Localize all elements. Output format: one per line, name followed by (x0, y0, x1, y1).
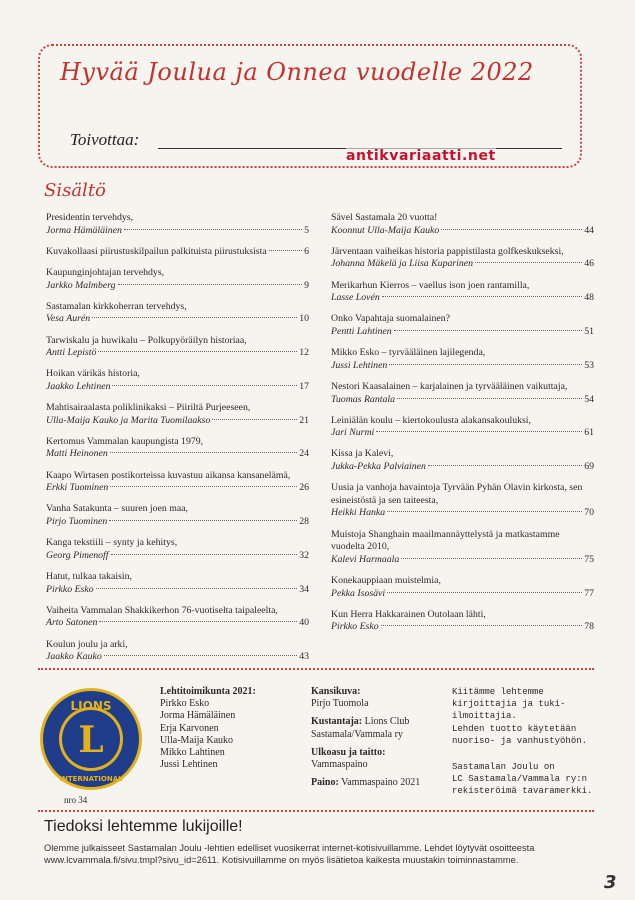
dot-leader (394, 330, 583, 331)
trademark-line: Sastamalan Joulu on (452, 762, 555, 773)
toc-entry-author: Pirjo Tuominen (46, 516, 108, 528)
toc-entry-page: 44 (584, 224, 594, 236)
watermark: antikvariaatti.net (346, 148, 496, 164)
toc-entry (46, 212, 309, 237)
toc-entry-page: 53 (584, 359, 594, 371)
editorial-board (160, 686, 292, 771)
toc-entry-title: Uusia ja vanhoja havaintoja Tyrvään Pyhän Olavin kirkosta, sen esineistöstä ja sen taiteesta, (331, 482, 583, 506)
toc-entry-page: 10 (299, 313, 309, 325)
thanks-line: kirjoittajia ja tuki-ilmoittajia. (452, 699, 566, 722)
thanks-info (452, 686, 602, 798)
logo-top-text: LIONS (70, 699, 112, 713)
lions-logo (38, 686, 144, 792)
dot-leader (112, 385, 297, 386)
dot-leader (441, 229, 582, 230)
dot-leader (111, 554, 298, 555)
toc-entry-page: 24 (299, 448, 309, 460)
toc-entry (46, 267, 309, 292)
toc-entry-title: Vaiheita Vammalan Shakkikerhon 76-vuotiselta taipaleelta, (46, 604, 278, 616)
toc-entry-author: Jorma Hämäläinen (46, 224, 122, 236)
toc-entry-author: Georg Pimenoff (46, 549, 109, 561)
toc-entry-author: Koonnut Ulla-Maija Kauko (331, 224, 440, 236)
toc-entry-page: 77 (584, 587, 594, 599)
toc-entry-page: 70 (584, 507, 594, 519)
toc-entry-author: Jaakko Kauko (46, 651, 102, 663)
trademark-line: LC Sastamala/Vammala ry:n (452, 774, 588, 785)
toc-entry-title: Konekauppiaan muistelmia, (331, 575, 441, 586)
toc-entry-title: Tarwiskalu ja huwikalu – Polkupyöräilyn historiaa, (46, 334, 247, 346)
toc-entry-page: 21 (299, 414, 309, 426)
toc-entry-page: 51 (584, 325, 594, 337)
print-label: Paino: (311, 777, 339, 789)
board-member: Ulla-Maija Kauko (160, 734, 234, 746)
toc-entry-page: 43 (299, 651, 309, 663)
toc-entry-title: Kuvakollaasi piirustuskilpailun palkituista piirustuksista (46, 245, 267, 257)
dot-leader (381, 625, 583, 626)
dot-leader (124, 229, 302, 230)
toc-entry-page: 48 (584, 292, 594, 304)
toc-entry (46, 335, 309, 360)
dot-leader (212, 419, 297, 420)
toc-left-column (46, 212, 309, 672)
toc-entry-page: 6 (304, 245, 309, 257)
logo-bottom-text: INTERNATIONAL (59, 775, 123, 783)
toc-entry-title: Kaapo Wirtasen postikorteissa kuvastuu aikansa kansanelämä, (46, 469, 291, 481)
toc-entry-author: Kalevi Harmaala (331, 553, 400, 565)
dot-leader (110, 486, 297, 487)
toc-entry-author: Jarkko Malmberg (46, 279, 116, 291)
toc-entry-title: Vanha Satakunta – suuren joen maa, (46, 503, 189, 515)
publisher-value-2: Sastamala/Vammala ry (311, 728, 403, 740)
dot-leader (397, 398, 582, 399)
trademark-line: rekisteröimä tavaramerkki. (452, 786, 593, 797)
toc-entry-page: 28 (299, 516, 309, 528)
toc-entry-author: Jukka-Pekka Palviainen (331, 461, 426, 473)
toc-entry-page: 17 (299, 380, 309, 392)
dot-leader (376, 431, 582, 432)
toc-entry (331, 415, 594, 440)
dot-leader (475, 262, 582, 263)
toc-entry-title: Kaupunginjohtajan tervehdys, (46, 266, 165, 278)
toc-entry-page: 32 (299, 549, 309, 561)
toc-entry-title: Koulun joulu ja arki, (46, 638, 128, 650)
toc-entry-author: Tuomas Rantala (331, 393, 395, 405)
dot-leader (387, 592, 582, 593)
dot-leader (382, 296, 582, 297)
toc-entry (331, 482, 594, 520)
toc-entry (46, 402, 309, 427)
thanks-line: Lehden tuotto käytetään (452, 723, 577, 734)
layout-value: Vammaspaino (311, 759, 368, 771)
toc-entry-title: Mikko Esko – tyrvääläinen lajilegenda, (331, 347, 486, 359)
toc-entry-page: 69 (584, 461, 594, 473)
page-number: 3 (604, 872, 617, 893)
toc-entry-title: Järventaan vaiheikas historia pappistilasta golfkeskukseksi, (331, 245, 564, 257)
layout-label: Ulkoasu ja taitto: (311, 746, 386, 758)
toc-entry (331, 313, 594, 338)
dot-leader (92, 317, 297, 318)
toc-entry-author: Matti Heinonen (46, 448, 108, 460)
notice-line: Olemme julkaisseet Sastamalan Joulu -lehtien edelliset vuosikerrat internet-kotisivuillamme. Lehdet löytyvät osoitteesta (44, 843, 535, 853)
board-member: Mikko Lahtinen (160, 747, 225, 759)
thanks-line: Kiitämme lehtemme (452, 687, 544, 697)
toc-entry-author: Pentti Lahtinen (331, 325, 392, 337)
toc-entry-page: 78 (584, 621, 594, 633)
toc-entry (46, 368, 309, 393)
toc-entry (331, 381, 594, 406)
notice-title: Tiedoksi lehtemme lukijoille! (44, 818, 243, 835)
divider (38, 810, 594, 812)
toc-entry (331, 575, 594, 600)
board-member: Erja Karvonen (160, 722, 219, 734)
toc-entry-author: Johanna Mäkelä ja Liisa Kuparinen (331, 258, 474, 270)
dot-leader (118, 284, 303, 285)
toc-entry-page: 40 (299, 617, 309, 629)
dot-leader (269, 250, 302, 251)
toc-entry-title: Muistoja Shanghain maailmannäyttelystä ja matkastamme vuodelta 2010, (331, 528, 560, 553)
dot-leader (428, 465, 582, 466)
dot-leader (109, 520, 297, 521)
dot-leader (104, 655, 297, 656)
toc-entry (46, 436, 309, 461)
toc-entry-page: 9 (304, 279, 309, 291)
publisher-value: Lions Club (364, 716, 410, 728)
toc-entry (331, 609, 594, 634)
cover-value: Pirjo Tuomola (311, 698, 369, 710)
print-value: Vammaspaino 2021 (341, 777, 421, 789)
toc-entry-author: Arto Satonen (46, 617, 98, 629)
toc-entry-title: Hoikan värikäs historia, (46, 368, 140, 380)
toc-entry-title: Mahtisairaalasta poliklinikaksi – Piiriltä Purjeeseen, (46, 402, 251, 414)
toc-entry-author: Jaakko Lehtinen (46, 380, 111, 392)
toc-entry-title: Nestori Kaasalainen – karjalainen ja tyrvääläinen vaikuttaja, (331, 380, 568, 392)
toc-entry-author: Heikki Hanka (331, 507, 386, 519)
toc-entry (46, 571, 309, 596)
dot-leader (387, 511, 582, 512)
toc-entry (46, 470, 309, 495)
board-label: Lehtitoimikunta 2021: (160, 686, 256, 697)
toc-entry-page: 5 (304, 224, 309, 236)
notice-body (44, 842, 584, 867)
toc-entry-author: Pirkko Esko (46, 583, 94, 595)
toc-entry-title: Kissa ja Kalevi, (331, 448, 394, 460)
toc-entry-author: Vesa Aurén (46, 313, 91, 325)
toc-entry (331, 448, 594, 473)
toc-entry-author: Pekka Isosävi (331, 587, 386, 599)
toc-right-column (331, 212, 594, 643)
board-member: Jorma Hämäläinen (160, 710, 236, 722)
toc-entry-title: Sastamalan kirkkoherran tervehdys, (46, 300, 187, 312)
cover-label: Kansikuva: (311, 686, 361, 697)
toc-entry-page: 26 (299, 482, 309, 494)
divider (38, 668, 594, 670)
toc-entry-author: Lasse Lovén (331, 292, 380, 304)
toc-entry-title: Kun Herra Hakkarainen Outolaan lähti, (331, 608, 486, 620)
publication-info (311, 686, 443, 789)
toc-entry-title: Sävel Sastamala 20 vuotta! (331, 212, 438, 223)
toc-entry (331, 280, 594, 305)
toc-entry (331, 246, 594, 271)
toc-entry (46, 246, 309, 259)
toc-entry-title: Leiniälän koulu – kiertokoulusta alakansakouluksi, (331, 414, 531, 426)
dot-leader (98, 351, 297, 352)
board-member: Pirkko Esko (160, 698, 210, 710)
toc-entry-title: Merikarhun Kierros – vaellus ison joen rantamilla, (331, 279, 530, 291)
toc-heading: Sisältö (44, 180, 106, 201)
greeting-title: Hyvää Joulua ja Onnea vuodelle 2022 (60, 58, 534, 86)
toc-entry (46, 639, 309, 664)
toc-entry-title: Kertomus Vammalan kaupungista 1979, (46, 435, 204, 447)
toc-entry-page: 61 (584, 427, 594, 439)
toc-entry-author: Jari Nurmi (331, 427, 375, 439)
dot-leader (96, 588, 298, 589)
toc-entry (331, 347, 594, 372)
toc-entry-page: 54 (584, 393, 594, 405)
issue-number: nro 34 (64, 795, 88, 805)
toc-entry-author: Pirkko Esko (331, 621, 379, 633)
toc-entry-page: 46 (584, 258, 594, 270)
toc-entry-title: Presidentin tervehdys, (46, 212, 134, 223)
toc-entry-author: Jussi Lehtinen (331, 359, 388, 371)
logo-letter: L (78, 719, 104, 761)
toc-entry-title: Kanga tekstiili – synty ja kehitys, (46, 537, 178, 549)
toc-entry (46, 537, 309, 562)
toc-entry-author: Antti Lepistö (46, 347, 97, 359)
toc-entry-title: Onko Vapahtaja suomalainen? (331, 313, 450, 325)
dot-leader (389, 364, 582, 365)
toc-entry-page: 12 (299, 347, 309, 359)
thanks-line: nuoriso- ja vanhustyöhön. (452, 735, 588, 746)
wisher-label: Toivottaa: (70, 130, 140, 149)
toc-entry-author: Ulla-Maija Kauko ja Marita Tuomilaakso (46, 414, 211, 426)
board-member: Jussi Lehtinen (160, 759, 218, 771)
dot-leader (99, 621, 297, 622)
toc-entry (331, 212, 594, 237)
toc-entry (46, 605, 309, 630)
toc-entry-page: 34 (299, 583, 309, 595)
toc-entry (331, 529, 594, 567)
publisher-label: Kustantaja: (311, 716, 363, 728)
dot-leader (110, 452, 297, 453)
notice-line: www.lcvammala.fi/sivu.tmpl?sivu_id=2611. Kotisivuillamme on myös lisätietoa kaikesta muustakin toiminnastamme. (44, 855, 519, 866)
toc-entry-page: 75 (584, 553, 594, 565)
toc-entry (46, 301, 309, 326)
toc-entry (46, 503, 309, 528)
toc-entry-title: Hatut, tulkaa takaisin, (46, 571, 132, 582)
dot-leader (401, 558, 582, 559)
toc-entry-author: Erkki Tuominen (46, 482, 109, 494)
